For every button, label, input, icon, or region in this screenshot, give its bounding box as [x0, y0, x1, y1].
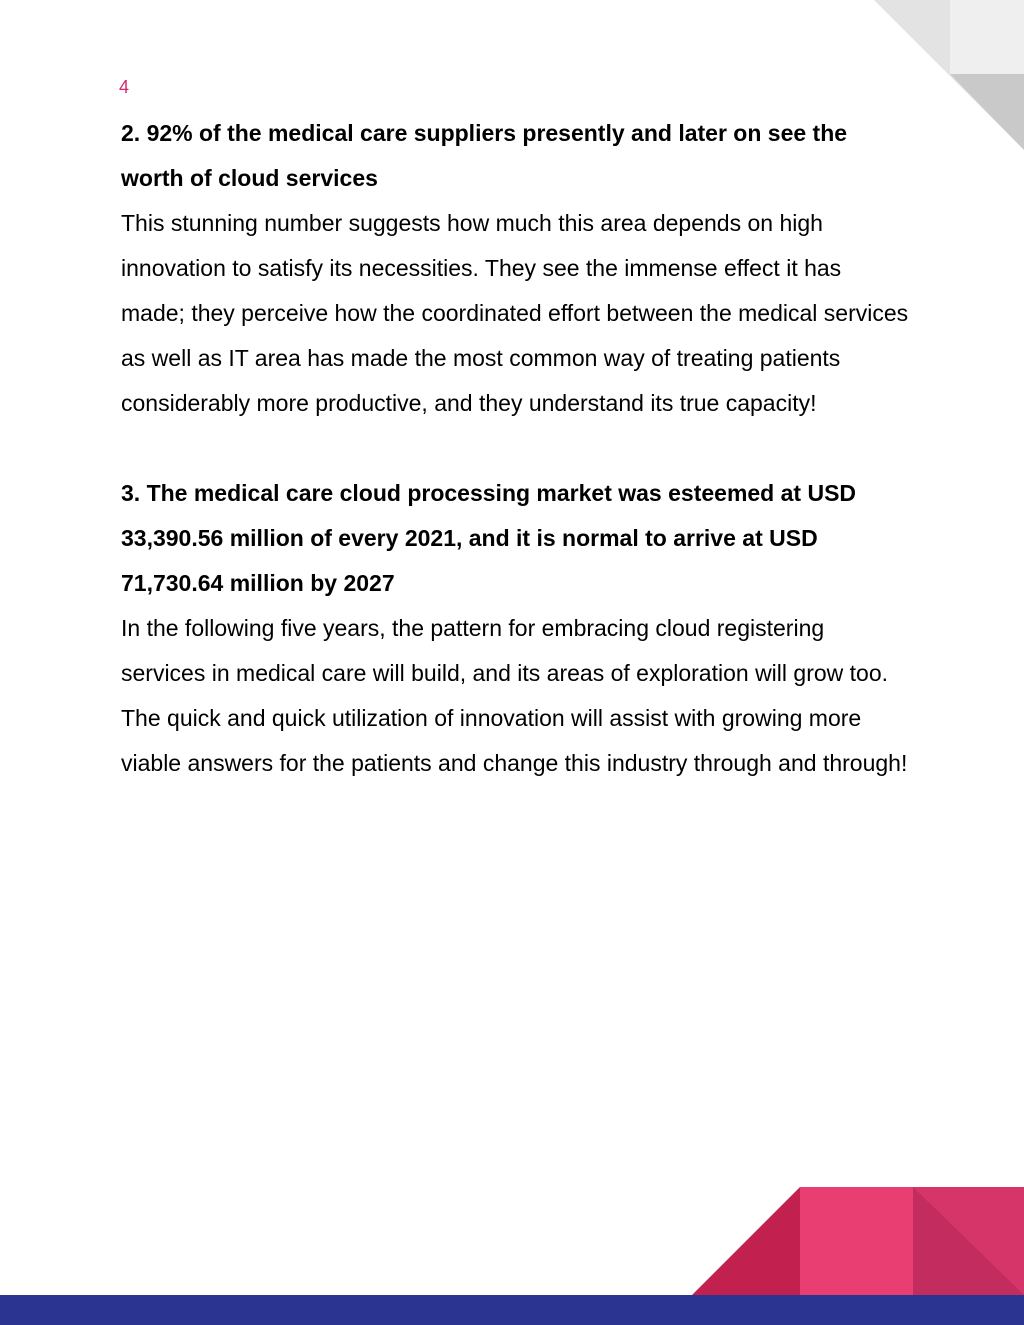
footer-block-pink: [800, 1187, 913, 1295]
document-content: [121, 111, 911, 786]
footer-decoration: [0, 1185, 1024, 1325]
section-body: This stunning number suggests how much this area depends on high innovation to satisfy its necessities. They see the immense effect it has made; they perceive how the coordinated effort between the medical services as well as IT area has made the most common way of treating patients considerably more productive, and they understand its true capacity!: [121, 210, 909, 416]
section-body: In the following five years, the pattern for embracing cloud registering services in medical care will build, and its areas of exploration will grow too. The quick and quick utilization of innovation will assist with growing more viable answers for the patients and change this industry through and through!: [121, 615, 908, 776]
corner-fold-square: [950, 0, 1024, 74]
section-heading: 3. The medical care cloud processing market was esteemed at USD 33,390.56 million of every 2021, and it is normal to arrive at USD 71,730.64 million by 2027: [121, 480, 857, 596]
footer-triangle-dark-pink: [692, 1187, 800, 1295]
section-heading: 2. 92% of the medical care suppliers presently and later on see the worth of cloud services: [121, 120, 848, 191]
footer-band: [0, 1295, 1024, 1325]
page-number: 4: [119, 77, 130, 97]
section-cloud-market-value: [121, 471, 911, 786]
section-cloud-services-worth: [121, 111, 911, 426]
